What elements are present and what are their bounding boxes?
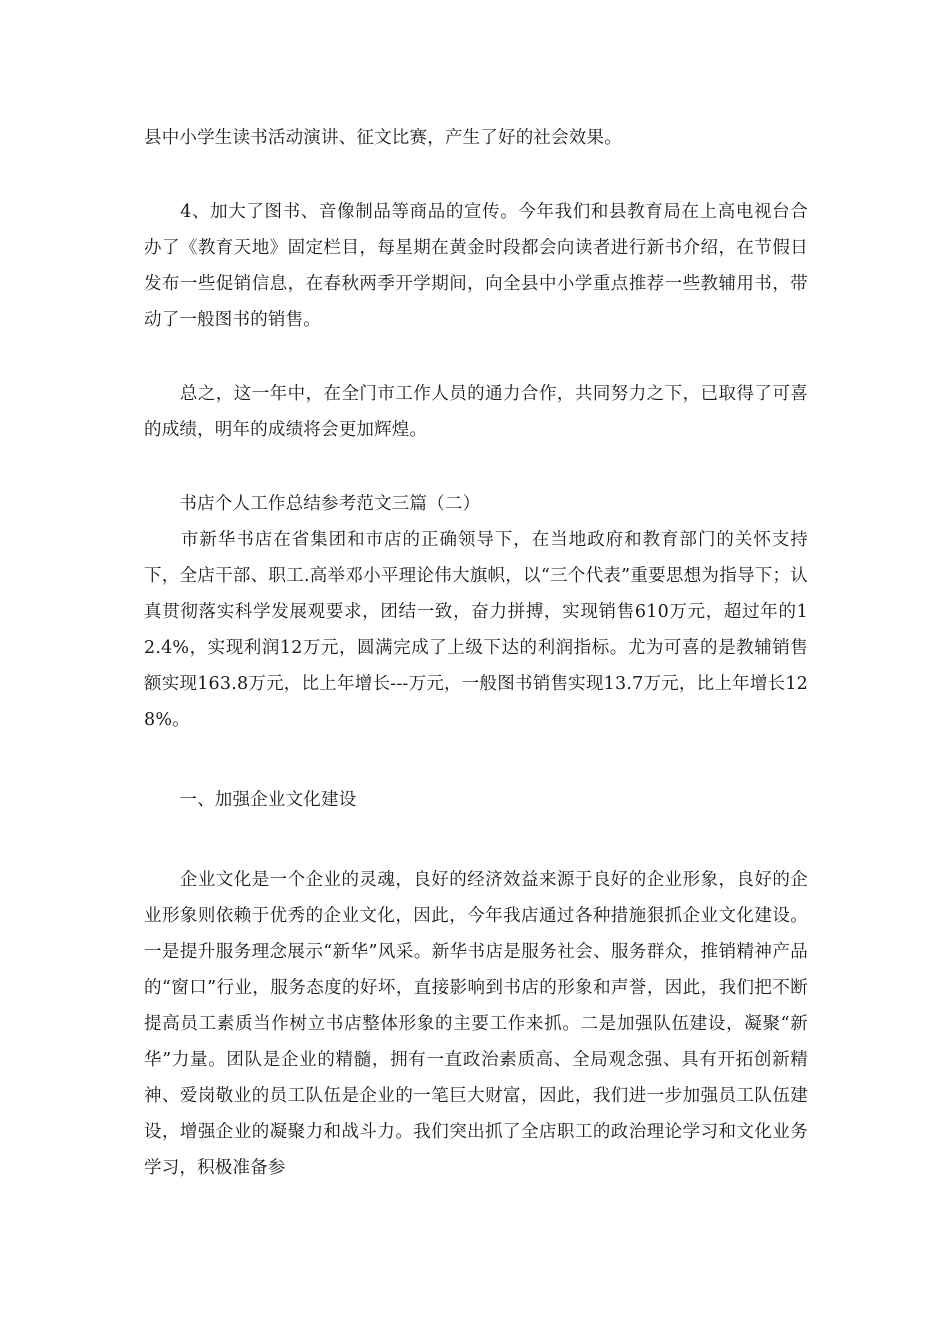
paragraph-spacer	[144, 338, 808, 376]
paragraph-continuation: 县中小学生读书活动演讲、征文比赛，产生了好的社会效果。	[144, 128, 622, 148]
paragraph-intro: 市新华书店在省集团和市店的正确领导下，在当地政府和教育部门的关怀支持下，全店干部、职工.高举邓小平理论伟大旗帜，以“三个代表”重要思想为指导下；认真贯彻落实科学发展观要求，团结一致，奋力拼搏，实现销售610万元，超过年的12.4%，实现利润12万元，圆满完成了上级下达的利润指标。尤为可喜的是教辅销售额实现163.8万元，比上年增长---万元，一般图书销售实现13.7万元，比上年增长128%。	[144, 530, 808, 730]
section-heading: 一、加强企业文化建设	[144, 790, 357, 810]
paragraph-spacer	[144, 738, 808, 782]
paragraph-spacer	[144, 818, 808, 862]
paragraph-summary: 总之，这一年中，在全门市工作人员的通力合作，共同努力之下，已取得了可喜的成绩，明年的成绩将会更加辉煌。	[144, 384, 808, 440]
paragraph-culture: 企业文化是一个企业的灵魂，良好的经济效益来源于良好的企业形象，良好的企业形象则依赖于优秀的企业文化，因此，今年我店通过各种措施狠抓企业文化建设。一是提升服务理念展示“新华”风采。新华书店是服务社会、服务群众，推销精神产品的“窗口”行业，服务态度的好坏，直接影响到书店的形象和声誉，因此，我们把不断提高员工素质当作树立书店整体形象的主要工作来抓。二是加强队伍建设，凝聚“新华”力量。团队是企业的精髓，拥有一直政治素质高、全局观念强、具有开拓创新精神、爱岗敬业的员工队伍是企业的一笔巨大财富，因此，我们进一步加强员工队伍建设，增强企业的凝聚力和战斗力。我们突出抓了全店职工的政治理论学习和文化业务学习，积极准备参	[144, 870, 808, 1178]
paragraph-promotion: 4、加大了图书、音像制品等商品的宣传。今年我们和县教育局在上高电视台合办了《教育天地》固定栏目，每星期在黄金时段都会向读者进行新书介绍，在节假日发布一些促销信息，在春秋两季开学期间，向全县中小学重点推荐一些教辅用书，带动了一般图书的销售。	[144, 202, 808, 330]
paragraph-spacer	[144, 448, 808, 486]
document-page	[144, 120, 808, 1186]
paragraph-spacer	[144, 156, 808, 194]
section-title: 书店个人工作总结参考范文三篇（二）	[144, 494, 481, 514]
